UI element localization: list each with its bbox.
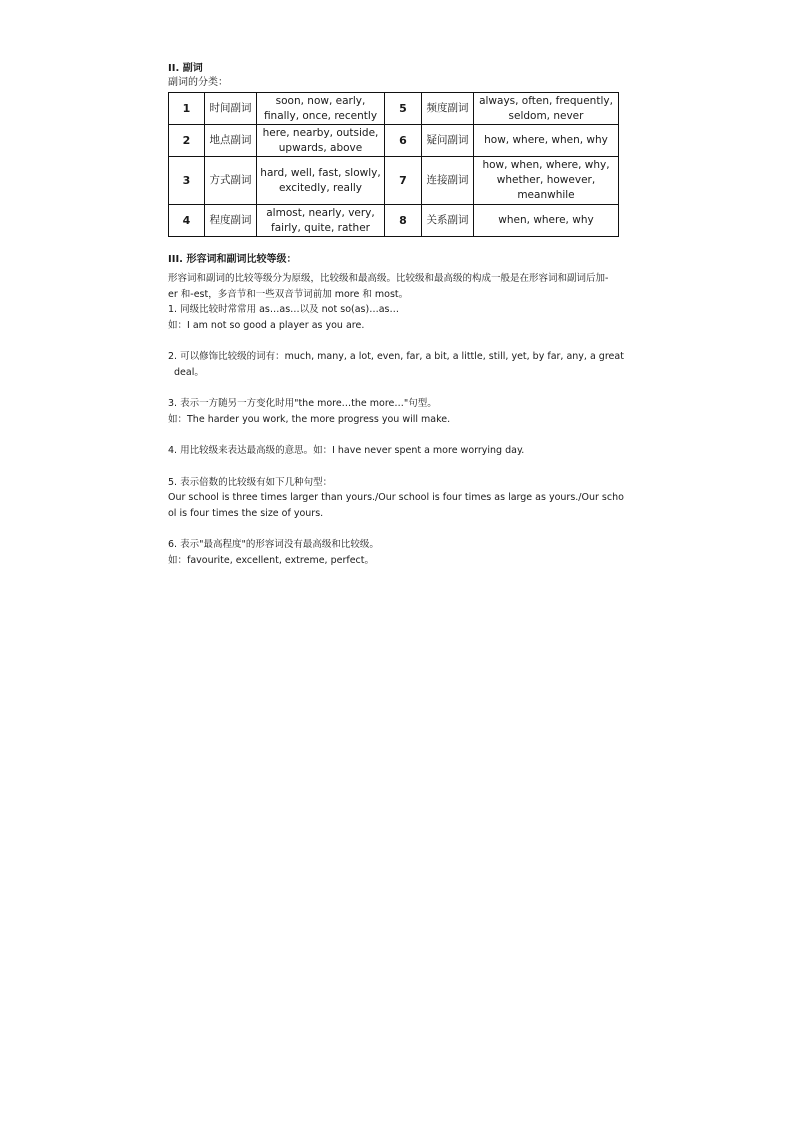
row-number: 2 [169, 125, 205, 157]
example-5: Our school is three times larger than yours./Our school is four times as large as yours./Our scho [168, 492, 624, 503]
adverb-classification-label: 副词的分类： [168, 77, 228, 88]
row-number: 7 [385, 157, 422, 205]
section-heading-comparison: III. 形容词和副词比较等级： [168, 254, 297, 265]
rule-3: 3. 表示一方随另一方变化时用"the more…the more…"句型。 [168, 398, 437, 409]
example-6: 如：favourite, excellent, extreme, perfect。 [168, 554, 375, 566]
row-number: 3 [169, 157, 205, 205]
adverb-category: 时间副词 [205, 93, 257, 125]
adverb-examples: almost, nearly, very, fairly, quite, rather [257, 205, 385, 237]
adverb-category: 程度副词 [205, 205, 257, 237]
example-5-continued: ol is four times the size of yours. [168, 507, 324, 519]
rule-2: 2. 可以修饰比较级的词有：much, many, a lot, even, far, a bit, a little, still, yet, by far, any, a great [168, 351, 624, 362]
adverb-category: 方式副词 [205, 157, 257, 205]
row-number: 4 [169, 205, 205, 237]
adverb-examples: soon, now, early, finally, once, recently [257, 93, 385, 125]
row-number: 5 [385, 93, 422, 125]
adverb-examples: always, often, frequently, seldom, never [474, 93, 619, 125]
row-number: 6 [385, 125, 422, 157]
adverb-examples: how, when, where, why, whether, however, meanwhile [474, 157, 619, 205]
rule-5: 5. 表示倍数的比较级有如下几种句型： [168, 476, 333, 488]
adverb-examples: here, nearby, outside, upwards, above [257, 125, 385, 157]
adverb-category: 关系副词 [422, 205, 474, 237]
example-1: 如：I am not so good a player as you are. [168, 319, 365, 331]
adverb-category: 地点副词 [205, 125, 257, 157]
table-row [169, 125, 619, 157]
rule-2-continued: deal。 [174, 366, 204, 378]
document-page [168, 62, 668, 568]
rule-4: 4. 用比较级来表达最高级的意思。如：I have never spent a more worrying day. [168, 445, 525, 456]
rule-6: 6. 表示"最高程度"的形容词没有最高级和比较级。 [168, 539, 379, 550]
adverb-examples: when, where, why [474, 205, 619, 237]
example-3: 如：The harder you work, the more progress you will make. [168, 413, 451, 425]
adverb-classification-table [168, 92, 619, 237]
adverb-examples: hard, well, fast, slowly, excitedly, really [257, 157, 385, 205]
row-number: 1 [169, 93, 205, 125]
row-number: 8 [385, 205, 422, 237]
adverb-category: 连接副词 [422, 157, 474, 205]
adverb-category: 频度副词 [422, 93, 474, 125]
adverb-category: 疑问副词 [422, 125, 474, 157]
rule-1: 1. 同级比较时常常用 as…as…以及 not so(as)…as… [168, 304, 399, 315]
table-row [169, 205, 619, 237]
table-row [169, 157, 619, 205]
table-row [169, 93, 619, 125]
section-heading-adverbs: II. 副词 [168, 63, 203, 74]
adverb-examples: how, where, when, why [474, 125, 619, 157]
intro-line: er 和-est，多音节和一些双音节词前加 more 和 most。 [168, 288, 409, 300]
intro-line: 形容词和副词的比较等级分为原级，比较级和最高级。比较级和最高级的构成一般是在形容词和副词后加- [168, 273, 609, 284]
